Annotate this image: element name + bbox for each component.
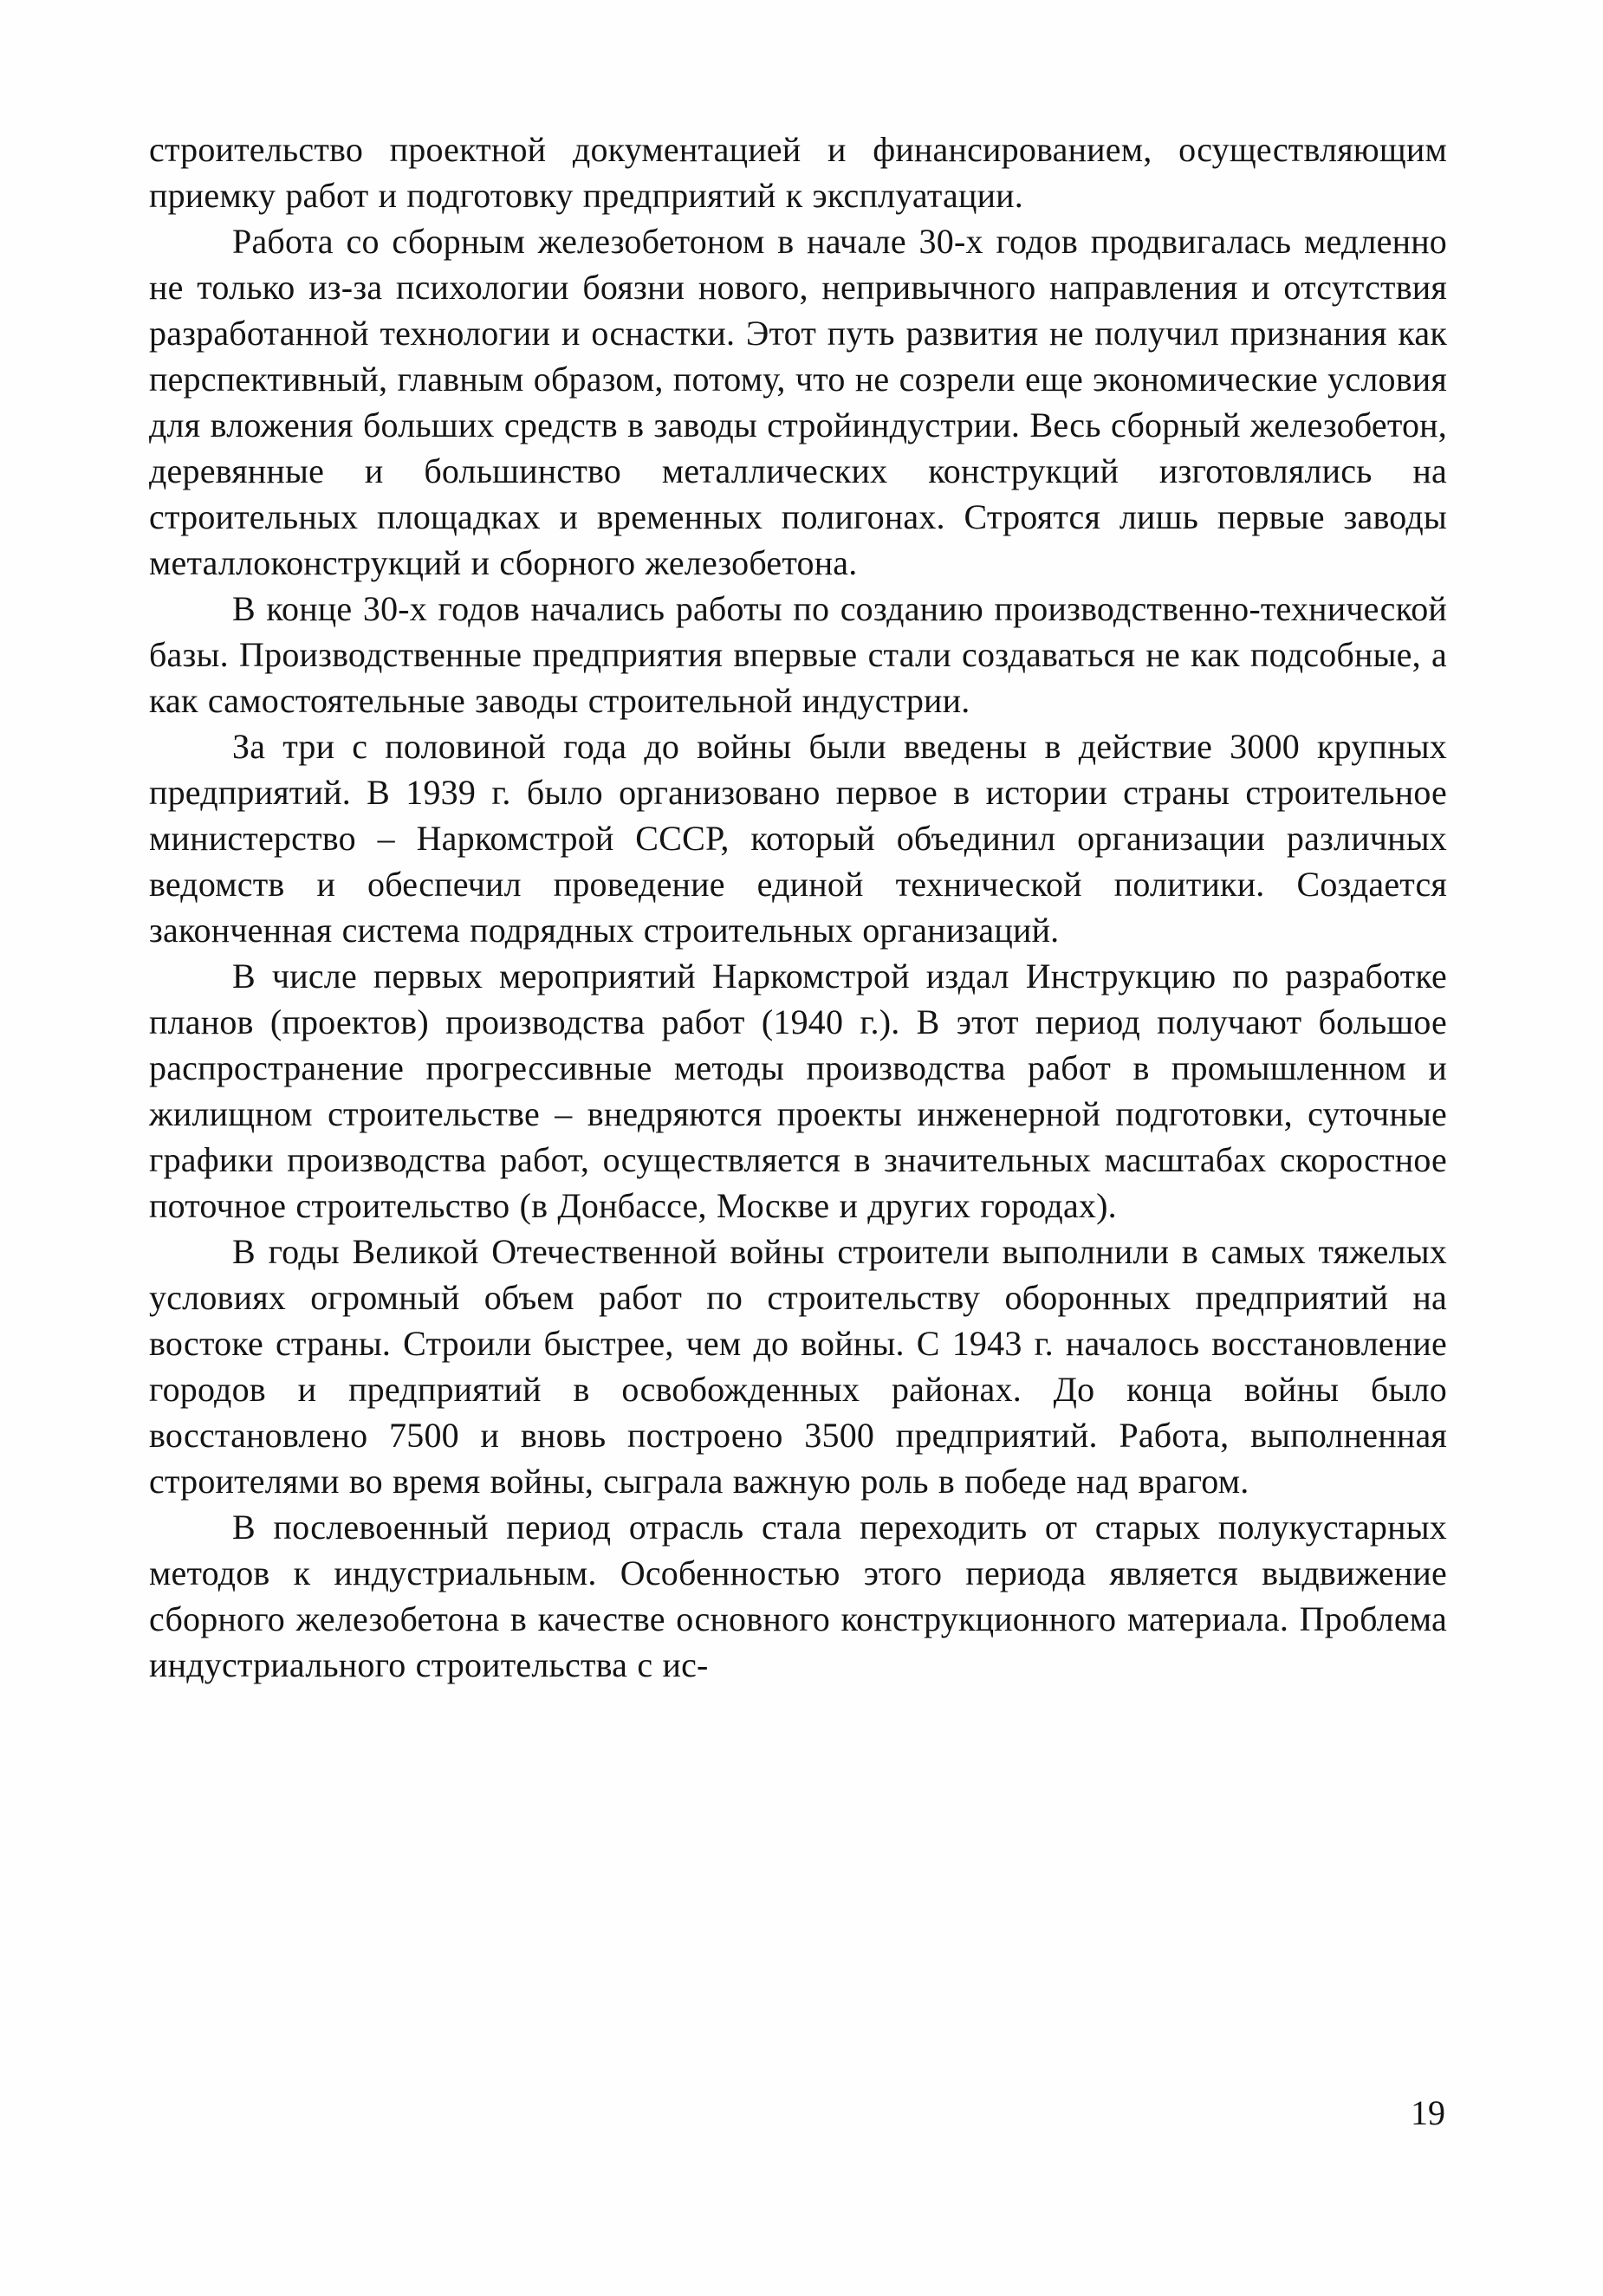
paragraph: За три с половиной года до войны были введены в действие 3000 крупных предприятий. В 1939 г. было организовано первое в истории страны строительное министерство – Наркомстрой СССР, который объединил организации различных ведомств и обеспечил проведение единой технической политики. Создается законченная система подрядных строительных организаций. xyxy=(149,727,1447,950)
body-text xyxy=(149,126,1447,1688)
paragraph-continuation: строительство проектной документацией и финансированием, осуществляющим приемку работ и подготовку предприятий к эксплуатации. xyxy=(149,130,1447,215)
paragraph: В послевоенный период отрасль стала переходить от старых полукустарных методов к индустриальным. Особенностью этого периода является выдвижение сборного железобетона в качестве основного конструкционного материала. Проблема индустриального строительства с ис- xyxy=(149,1508,1447,1684)
paragraph: В годы Великой Отечественной войны строители выполнили в самых тяжелых условиях огромный объем работ по строительству оборонных предприятий на востоке страны. Строили быстрее, чем до войны. С 1943 г. началось восстановление городов и предприятий в освобожденных районах. До конца войны было восстановлено 7500 и вновь построено 3500 предприятий. Работа, выполненная строителями во время войны, сыграла важную роль в победе над врагом. xyxy=(149,1232,1447,1501)
paragraph: В числе первых мероприятий Наркомстрой издал Инструкцию по разработке планов (проектов) производства работ (1940 г.). В этот период получают большое распространение прогрессивные методы производства работ в промышленном и жилищном строительстве – внедряются проекты инженерной подготовки, суточные графики производства работ, осуществляется в значительных масштабах скоростное поточное строительство (в Донбассе, Москве и других городах). xyxy=(149,957,1447,1225)
paragraph: Работа со сборным железобетоном в начале 30-х годов продвигалась медленно не только из-за психологии боязни нового, непривычного направления и отсутствия разработанной технологии и оснастки. Этот путь развития не получил признания как перспективный, главным образом, потому, что не созрели еще экономические условия для вложения больших средств в заводы стройиндустрии. Весь сборный железобетон, деревянные и большинство металлических конструкций изготовлялись на строительных площадках и временных полигонах. Строятся лишь первые заводы металлоконструкций и сборного железобетона. xyxy=(149,222,1447,582)
paragraph: В конце 30-х годов начались работы по созданию производственно-технической базы. Производственные предприятия впервые стали создаваться не как подсобные, а как самостоятельные заводы строительной индустрии. xyxy=(149,589,1447,720)
page-number: 19 xyxy=(1411,2093,1445,2132)
